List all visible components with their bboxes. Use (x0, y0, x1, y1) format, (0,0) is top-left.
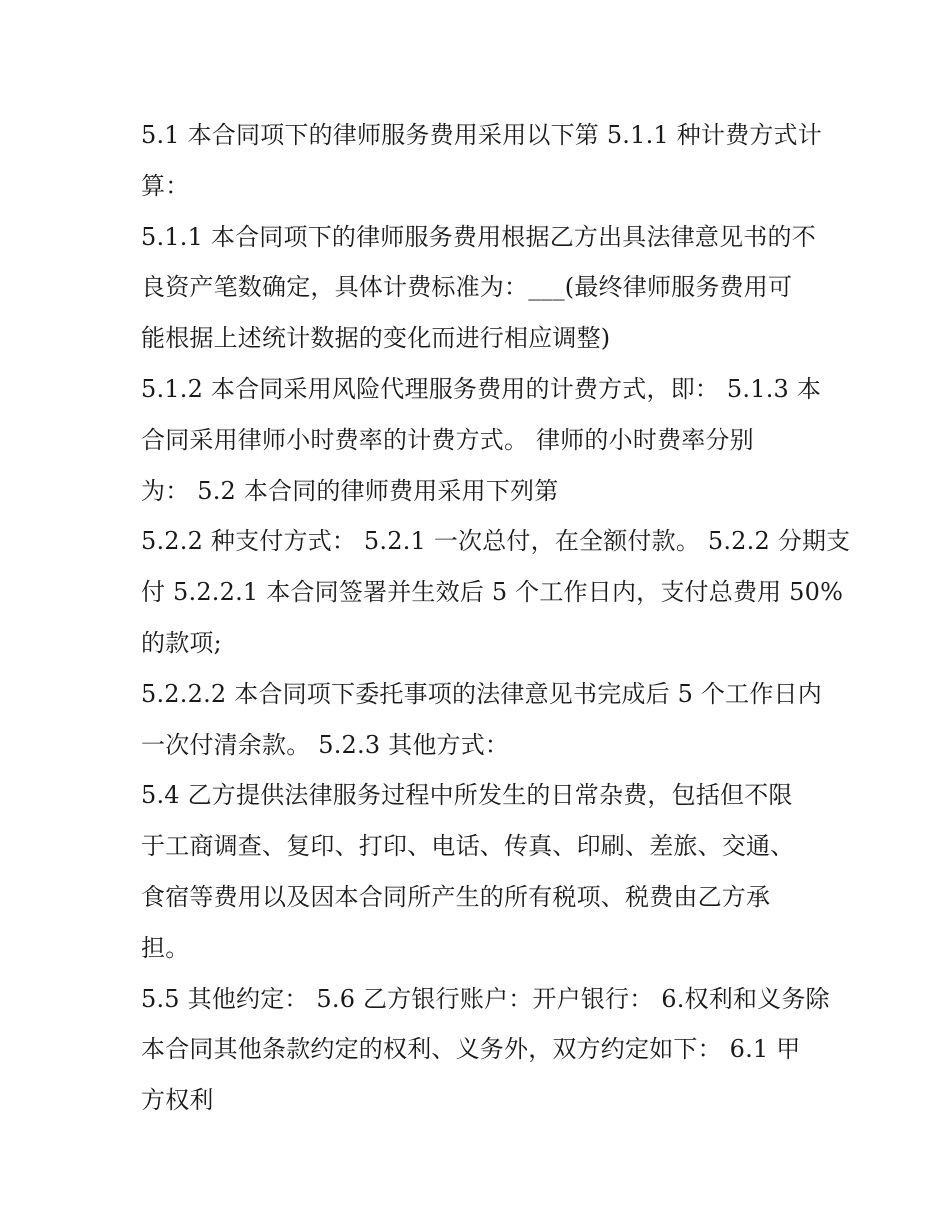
text-line: 算： (141, 171, 190, 200)
text-line: 5.2.2.2 本合同项下委托事项的法律意见书完成后 5 个工作日内 (141, 679, 822, 708)
text-line: 5.4 乙方提供法律服务过程中所发生的日常杂费，包括但不限 (141, 781, 793, 810)
text-line: 担。 (141, 933, 190, 962)
text-line: 付 5.2.2.1 本合同签署并生效后 5 个工作日内，支付总费用 50% (141, 578, 844, 607)
text-line: 方权利 (141, 1086, 214, 1115)
text-line: 食宿等费用以及因本合同所产生的所有税项、税费由乙方承 (141, 882, 771, 911)
text-line: 一次付清余款。 5.2.3 其他方式： (141, 730, 510, 759)
text-line: 5.1 本合同项下的律师服务费用采用以下第 5.1.1 种计费方式计 (141, 121, 822, 149)
text-line: 5.2.2 种支付方式： 5.2.1 一次总付，在全额付款。 5.2.2 分期支 (141, 527, 851, 556)
text-line: 5.1.1 本合同项下的律师服务费用根据乙方出具法律意见书的不 (141, 222, 816, 251)
text-line: 能根据上述统计数据的变化而进行相应调整) (141, 324, 611, 353)
text-line: 5.5 其他约定： 5.6 乙方银行账户：开户银行： 6.权利和义务除 (141, 984, 830, 1013)
text-line: 本合同其他条款约定的权利、义务外，双方约定如下： 6.1 甲 (141, 1035, 801, 1064)
contract-body-text (141, 110, 851, 1126)
text-line: 的款项; (141, 628, 222, 657)
text-line: 良资产笔数确定，具体计费标准为：___(最终律师服务费用可 (141, 273, 793, 302)
text-line: 于工商调查、复印、打印、电话、传真、印刷、差旅、交通、 (141, 832, 795, 861)
text-line: 5.1.2 本合同采用风险代理服务费用的计费方式，即： 5.1.3 本 (141, 374, 822, 403)
text-line: 为： 5.2 本合同的律师费用采用下列第 (141, 476, 559, 505)
text-line: 合同采用律师小时费率的计费方式。 律师的小时费率分别 (141, 425, 754, 454)
